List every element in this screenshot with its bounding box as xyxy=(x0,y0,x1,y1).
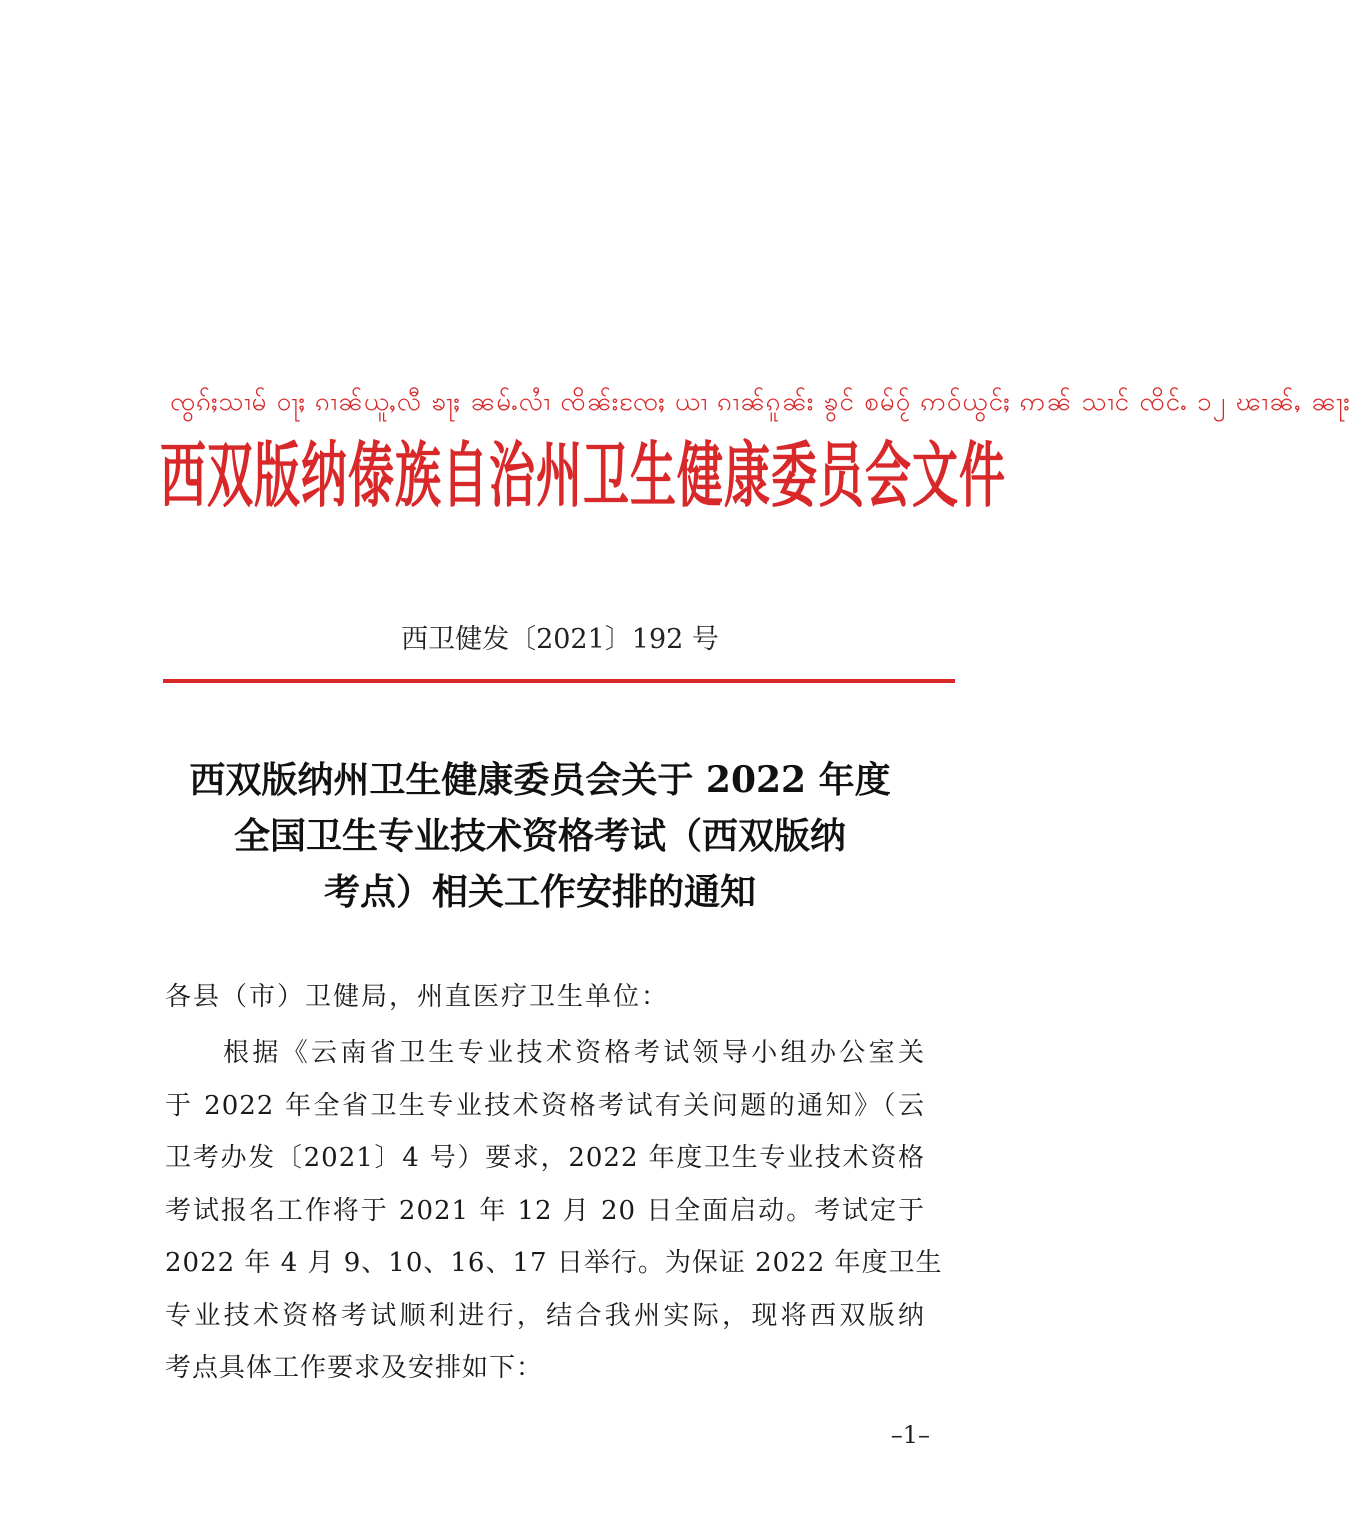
dai-script-header: ၸွၵ်ႈသၢမ် ဝႃႈ ၵၢၼ်ယူႇလီ ၶႃႈ ၼမ်ႉလၢႆ ၸိၼ်းၸႄႈ ယၢ ၵၢၼ်ၵူၼ်း ၶွင် စမ်ဝႂ် ဢဝ်ယွင်ႈ ဢၼ် သၢင် ၸိင်ႉ ၁၂ ၽၢၼ်ႇ ၼႃး xyxy=(170,387,1351,417)
salutation: 各县（市）卫健局，州直医疗卫生单位： xyxy=(165,982,670,1012)
body-line: 2022 年 4 月 9、10、16、17 日举行。为保证 2022 年度卫生 xyxy=(165,1248,943,1278)
red-divider xyxy=(163,679,955,683)
body-line: 根据《云南省卫生专业技术资格考试领导小组办公室关 xyxy=(223,1038,925,1068)
notice-title xyxy=(150,752,930,920)
body-line: 卫考办发〔2021〕4 号）要求，2022 年度卫生专业技术资格 xyxy=(165,1143,925,1173)
body-paragraph xyxy=(165,1027,943,1395)
body-line: 专业技术资格考试顺利进行，结合我州实际，现将西双版纳 xyxy=(165,1300,925,1331)
title-line-2: 全国卫生专业技术资格考试（西双版纳 xyxy=(233,815,846,857)
page-number: –1– xyxy=(890,1421,930,1449)
title-line-3: 考点）相关工作安排的通知 xyxy=(323,871,756,913)
body-line: 考点具体工作要求及安排如下： xyxy=(165,1353,544,1383)
document-number: 西卫健发〔2021〕192 号 xyxy=(401,624,719,655)
body-line: 考试报名工作将于 2021 年 12 月 20 日全面启动。考试定于 xyxy=(165,1195,925,1226)
masthead-title: 西双版纳傣族自治州卫生健康委员会文件 xyxy=(160,433,1006,517)
body-line: 于 2022 年全省卫生专业技术资格考试有关问题的通知》（云 xyxy=(165,1090,925,1121)
title-line-1: 西双版纳州卫生健康委员会关于 2022 年度 xyxy=(189,759,891,801)
